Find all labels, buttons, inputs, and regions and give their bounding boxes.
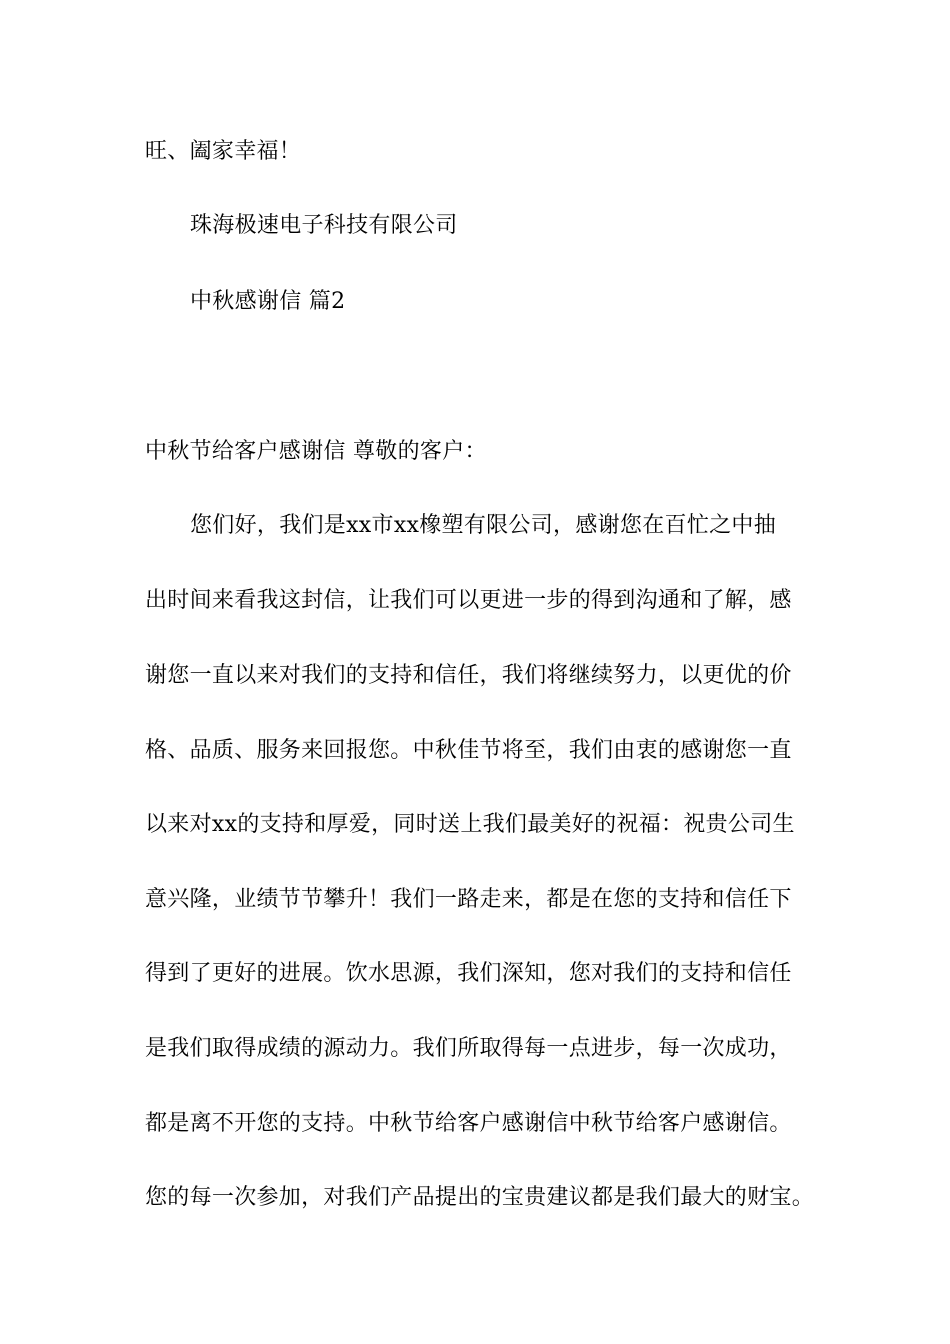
body-line: 您们好，我们是xx市xx橡塑有限公司，感谢您在百忙之中抽 — [190, 513, 777, 538]
body-line: 都是离不开您的支持。中秋节给客户感谢信中秋节给客户感谢信。 — [145, 1111, 792, 1136]
body-line: 意兴隆，业绩节节攀升！我们一路走来，都是在您的支持和信任下 — [145, 887, 792, 912]
letter-title: 中秋节给客户感谢信 尊敬的客户： — [145, 439, 487, 464]
previous-closing-line: 旺、阖家幸福！ — [145, 139, 302, 164]
body-line: 得到了更好的进展。饮水思源，我们深知，您对我们的支持和信任 — [145, 961, 792, 986]
section-heading: 中秋感谢信 篇2 — [190, 289, 346, 314]
body-line: 格、品质、服务来回报您。中秋佳节将至，我们由衷的感谢您一直 — [145, 738, 792, 763]
company-signature: 珠海极速电子科技有限公司 — [190, 213, 458, 238]
body-line: 出时间来看我这封信，让我们可以更进一步的得到沟通和了解，感 — [145, 588, 792, 613]
body-line: 是我们取得成绩的源动力。我们所取得每一点进步，每一次成功， — [145, 1036, 792, 1061]
body-line: 您的每一次参加，对我们产品提出的宝贵建议都是我们最大的财宝。 — [145, 1185, 815, 1210]
body-line: 谢您一直以来对我们的支持和信任，我们将继续努力，以更优的价 — [145, 663, 792, 688]
body-line: 以来对xx的支持和厚爱，同时送上我们最美好的祝福：祝贵公司生 — [145, 812, 795, 837]
